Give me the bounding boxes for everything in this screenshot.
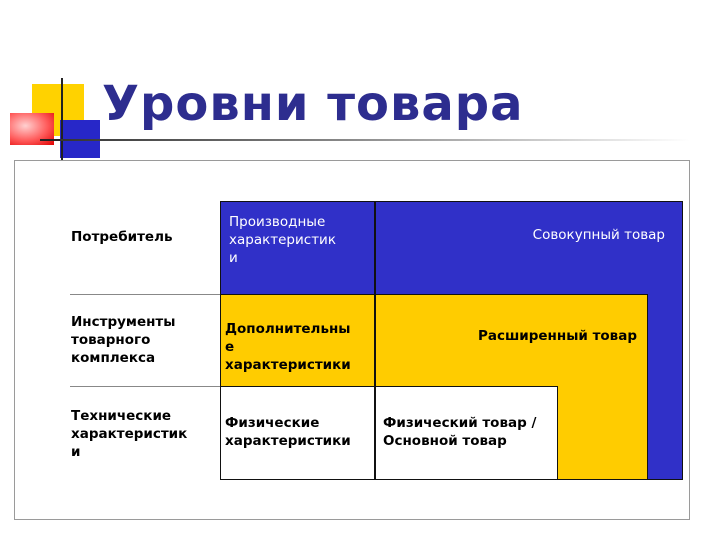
cell-physical-characteristics: Физические характеристики: [225, 415, 351, 449]
row-separator-1: [70, 294, 220, 295]
slide-title: Уровни товара: [102, 76, 524, 132]
cell-total-product: Совокупный товар: [532, 227, 665, 243]
cell-extended-product: Расширенный товар: [477, 328, 637, 344]
row-label-technical: Технические характеристик и: [71, 408, 188, 460]
cell-physical-product: Физический товар / Основной товар: [383, 415, 537, 449]
row-separator-2: [70, 386, 220, 387]
column-divider-bottom: [374, 294, 376, 480]
title-underline: [60, 139, 690, 141]
row-label-tools: Инструменты товарного комплекса: [71, 314, 176, 366]
cell-additional-characteristics: Дополнительны е характеристики: [225, 321, 351, 373]
column-divider-top: [374, 201, 376, 294]
row-label-consumer: Потребитель: [71, 229, 173, 245]
cell-derived-characteristics: Производные характеристик и: [229, 214, 336, 266]
logo-line-vertical: [61, 78, 63, 160]
